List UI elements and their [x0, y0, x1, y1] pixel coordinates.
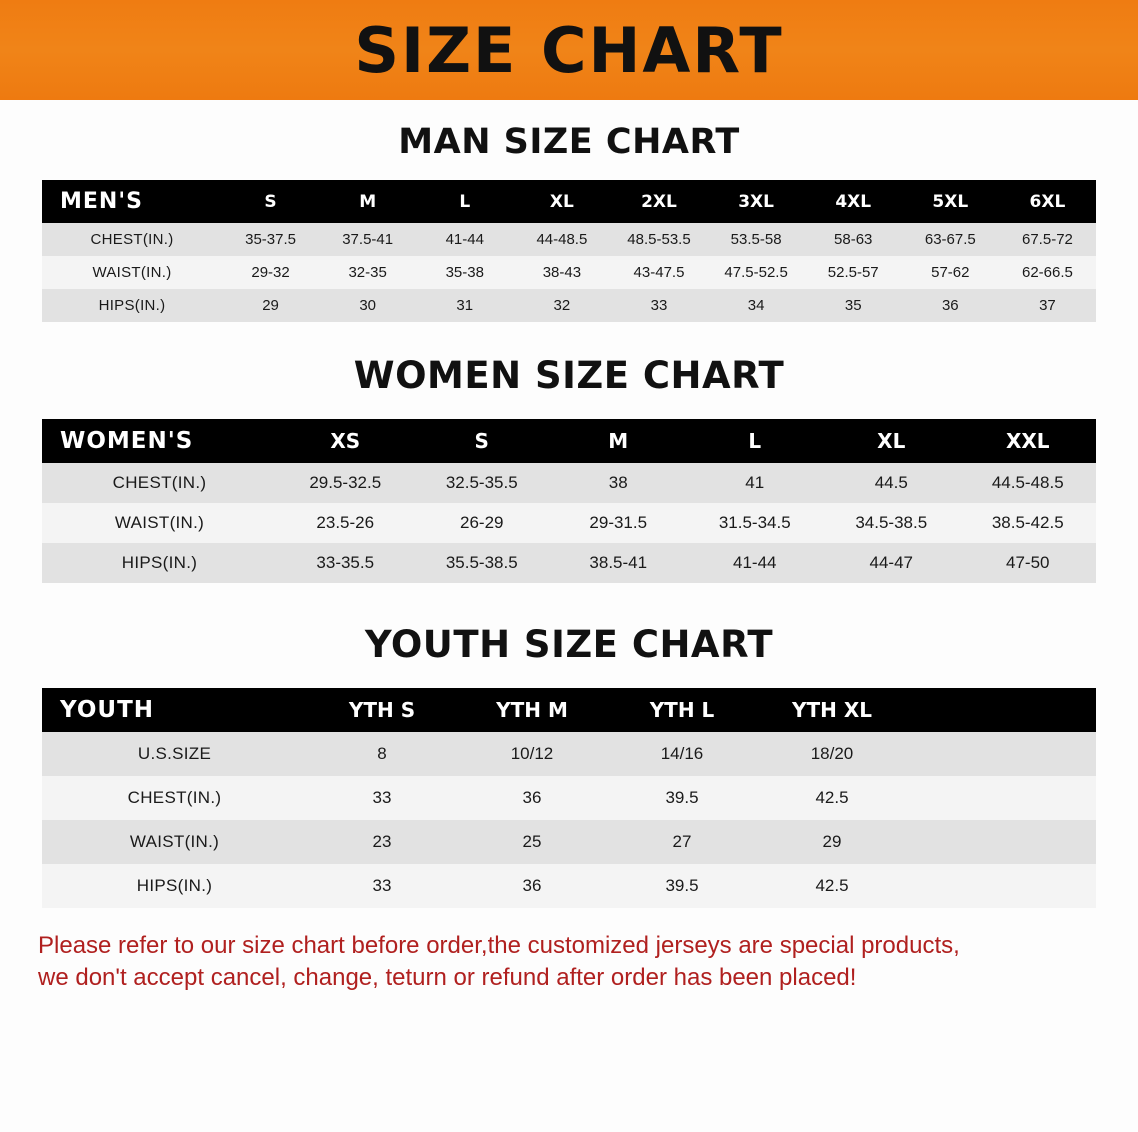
youth-cell-1-0: 33	[307, 776, 457, 820]
man-header-label: MEN'S	[42, 180, 222, 223]
man-size-header-1: M	[319, 180, 416, 223]
man-cell-1-7: 57-62	[902, 256, 999, 289]
man-size-table	[42, 180, 1096, 322]
women-cell-2-3: 41-44	[687, 543, 824, 583]
women-cell-1-4: 34.5-38.5	[823, 503, 960, 543]
youth-cell-0-2: 14/16	[607, 732, 757, 776]
man-table-body	[42, 223, 1096, 322]
youth-cell-2-0: 23	[307, 820, 457, 864]
women-cell-0-1: 32.5-35.5	[414, 463, 551, 503]
man-size-header-5: 3XL	[708, 180, 805, 223]
man-row-label-2: HIPS(IN.)	[42, 289, 222, 322]
youth-cell-3-2: 39.5	[607, 864, 757, 908]
women-cell-2-5: 47-50	[960, 543, 1097, 583]
man-cell-2-5: 34	[708, 289, 805, 322]
table-row	[42, 543, 1096, 583]
man-row-label-1: WAIST(IN.)	[42, 256, 222, 289]
man-cell-0-4: 48.5-53.5	[610, 223, 707, 256]
table-header-row	[42, 419, 1096, 463]
table-row	[42, 503, 1096, 543]
youth-size-header-0: YTH S	[307, 688, 457, 732]
youth-size-header-3: YTH XL	[757, 688, 907, 732]
women-size-header-4: XL	[823, 419, 960, 463]
youth-cell-1-4	[907, 776, 1096, 820]
table-row	[42, 463, 1096, 503]
youth-cell-0-4	[907, 732, 1096, 776]
women-row-label-0: CHEST(IN.)	[42, 463, 277, 503]
man-size-header-7: 5XL	[902, 180, 999, 223]
youth-cell-1-2: 39.5	[607, 776, 757, 820]
man-cell-2-4: 33	[610, 289, 707, 322]
man-cell-1-1: 32-35	[319, 256, 416, 289]
man-cell-1-4: 43-47.5	[610, 256, 707, 289]
man-cell-0-2: 41-44	[416, 223, 513, 256]
table-row	[42, 776, 1096, 820]
women-cell-2-1: 35.5-38.5	[414, 543, 551, 583]
youth-size-table	[42, 688, 1096, 908]
table-header-row	[42, 688, 1096, 732]
table-header-row	[42, 180, 1096, 223]
women-cell-1-1: 26-29	[414, 503, 551, 543]
women-table-wrap	[0, 419, 1138, 583]
youth-cell-0-1: 10/12	[457, 732, 607, 776]
women-section-heading: WOMEN SIZE CHART	[353, 354, 785, 397]
youth-header-spacer	[907, 688, 1096, 732]
man-cell-0-0: 35-37.5	[222, 223, 319, 256]
women-size-header-5: XXL	[960, 419, 1097, 463]
man-section-heading: MAN SIZE CHART	[398, 122, 740, 162]
table-row	[42, 864, 1096, 908]
youth-cell-2-4	[907, 820, 1096, 864]
youth-cell-3-4	[907, 864, 1096, 908]
man-cell-2-7: 36	[902, 289, 999, 322]
man-cell-0-3: 44-48.5	[513, 223, 610, 256]
man-cell-0-1: 37.5-41	[319, 223, 416, 256]
man-cell-1-6: 52.5-57	[805, 256, 902, 289]
youth-cell-2-2: 27	[607, 820, 757, 864]
youth-row-label-3: HIPS(IN.)	[42, 864, 307, 908]
man-cell-1-0: 29-32	[222, 256, 319, 289]
man-size-header-3: XL	[513, 180, 610, 223]
man-cell-0-7: 63-67.5	[902, 223, 999, 256]
women-cell-1-2: 29-31.5	[550, 503, 687, 543]
youth-cell-2-1: 25	[457, 820, 607, 864]
youth-section-heading: YOUTH SIZE CHART	[364, 623, 774, 666]
man-cell-2-0: 29	[222, 289, 319, 322]
youth-cell-3-3: 42.5	[757, 864, 907, 908]
women-row-label-2: HIPS(IN.)	[42, 543, 277, 583]
women-cell-0-4: 44.5	[823, 463, 960, 503]
table-row	[42, 732, 1096, 776]
women-cell-0-0: 29.5-32.5	[277, 463, 414, 503]
women-cell-0-5: 44.5-48.5	[960, 463, 1097, 503]
women-size-header-3: L	[687, 419, 824, 463]
man-cell-1-5: 47.5-52.5	[708, 256, 805, 289]
table-row	[42, 289, 1096, 322]
women-cell-2-0: 33-35.5	[277, 543, 414, 583]
man-cell-0-8: 67.5-72	[999, 223, 1096, 256]
youth-table-head	[42, 688, 1096, 732]
man-cell-2-8: 37	[999, 289, 1096, 322]
man-size-header-0: S	[222, 180, 319, 223]
women-header-label: WOMEN'S	[42, 419, 277, 463]
women-table-body	[42, 463, 1096, 583]
women-cell-1-5: 38.5-42.5	[960, 503, 1097, 543]
man-cell-2-3: 32	[513, 289, 610, 322]
youth-cell-1-1: 36	[457, 776, 607, 820]
man-cell-2-6: 35	[805, 289, 902, 322]
man-size-header-6: 4XL	[805, 180, 902, 223]
man-cell-0-5: 53.5-58	[708, 223, 805, 256]
disclaimer-line-2: we don't accept cancel, change, teturn or refund after order has been placed!	[38, 964, 857, 992]
youth-cell-3-1: 36	[457, 864, 607, 908]
man-cell-1-2: 35-38	[416, 256, 513, 289]
women-size-table	[42, 419, 1096, 583]
table-row	[42, 223, 1096, 256]
man-cell-1-3: 38-43	[513, 256, 610, 289]
women-size-header-1: S	[414, 419, 551, 463]
women-size-header-0: XS	[277, 419, 414, 463]
youth-cell-0-0: 8	[307, 732, 457, 776]
women-cell-1-3: 31.5-34.5	[687, 503, 824, 543]
page-title: SIZE CHART	[354, 14, 784, 87]
women-table-head	[42, 419, 1096, 463]
women-cell-1-0: 23.5-26	[277, 503, 414, 543]
youth-cell-3-0: 33	[307, 864, 457, 908]
youth-row-label-2: WAIST(IN.)	[42, 820, 307, 864]
youth-table-body	[42, 732, 1096, 908]
women-size-header-2: M	[550, 419, 687, 463]
man-size-header-2: L	[416, 180, 513, 223]
women-cell-2-2: 38.5-41	[550, 543, 687, 583]
women-cell-0-2: 38	[550, 463, 687, 503]
man-table-wrap	[0, 180, 1138, 322]
disclaimer-note	[38, 930, 1100, 995]
man-table-head	[42, 180, 1096, 223]
youth-row-label-0: U.S.SIZE	[42, 732, 307, 776]
man-cell-2-2: 31	[416, 289, 513, 322]
man-cell-2-1: 30	[319, 289, 416, 322]
youth-table-wrap	[0, 688, 1138, 908]
youth-size-header-1: YTH M	[457, 688, 607, 732]
youth-header-label: YOUTH	[42, 688, 307, 732]
banner	[0, 0, 1138, 100]
youth-row-label-1: CHEST(IN.)	[42, 776, 307, 820]
youth-cell-0-3: 18/20	[757, 732, 907, 776]
man-row-label-0: CHEST(IN.)	[42, 223, 222, 256]
disclaimer-line-1: Please refer to our size chart before order,the customized jerseys are special products,	[38, 932, 960, 959]
youth-cell-1-3: 42.5	[757, 776, 907, 820]
youth-cell-2-3: 29	[757, 820, 907, 864]
table-row	[42, 820, 1096, 864]
table-row	[42, 256, 1096, 289]
man-cell-1-8: 62-66.5	[999, 256, 1096, 289]
man-size-header-8: 6XL	[999, 180, 1096, 223]
women-cell-2-4: 44-47	[823, 543, 960, 583]
women-row-label-1: WAIST(IN.)	[42, 503, 277, 543]
man-size-header-4: 2XL	[610, 180, 707, 223]
women-cell-0-3: 41	[687, 463, 824, 503]
youth-size-header-2: YTH L	[607, 688, 757, 732]
man-cell-0-6: 58-63	[805, 223, 902, 256]
